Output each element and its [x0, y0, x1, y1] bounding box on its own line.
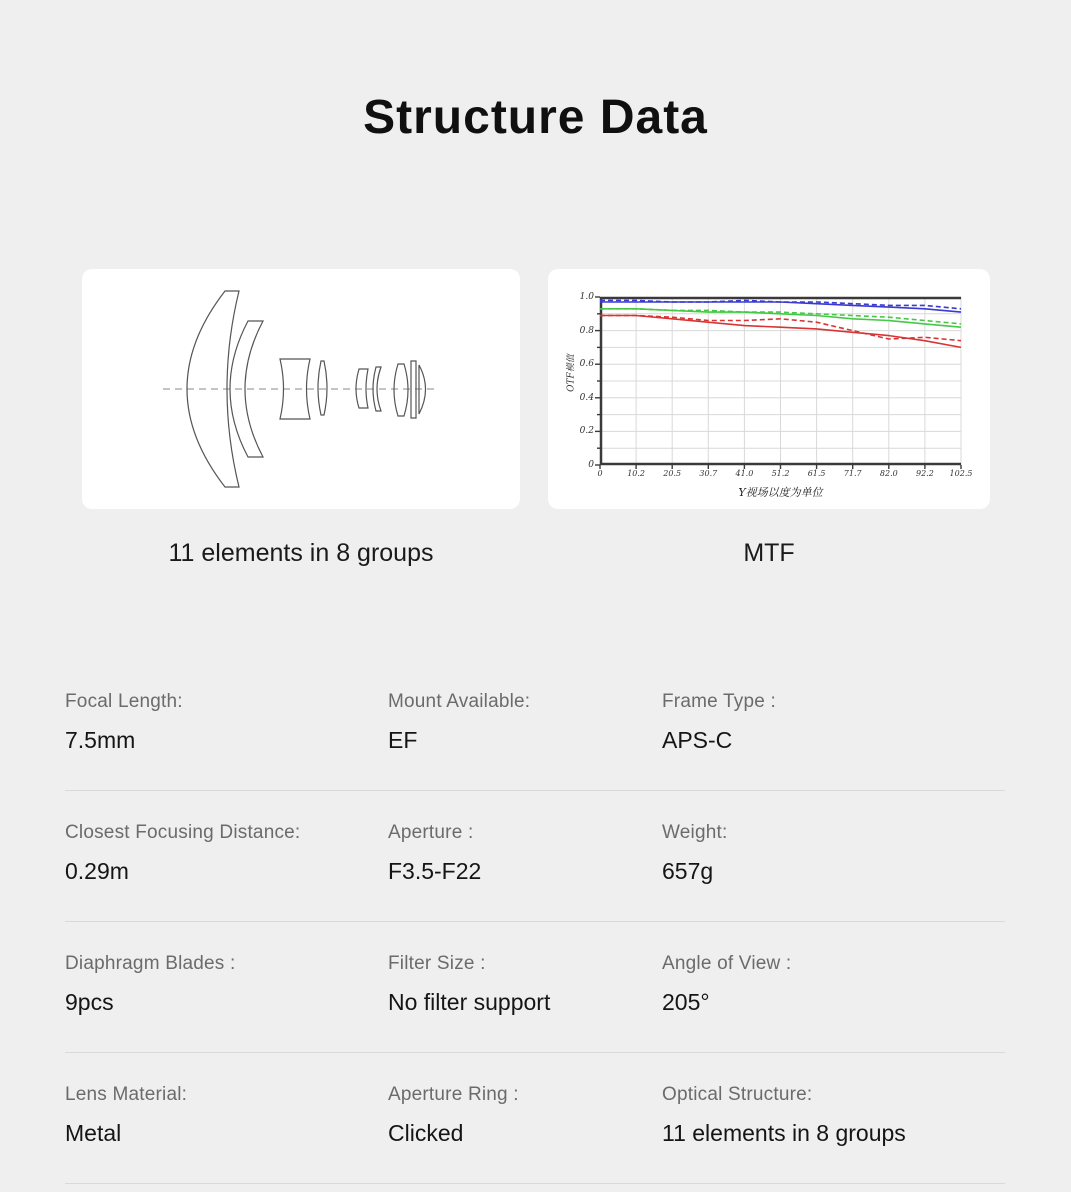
- mtf-x-axis-label: Y视场以度为单位: [738, 486, 823, 499]
- mtf-y-axis-label: OTF模值: [566, 354, 577, 392]
- lens-element: [318, 361, 327, 415]
- spec-table: [65, 660, 1005, 1184]
- spec-label: Aperture Ring :: [388, 1084, 519, 1105]
- spec-label: Mount Available:: [388, 691, 531, 712]
- lens-element: [230, 321, 263, 457]
- lens-element: [394, 364, 408, 416]
- mtf-y-tick-labels: [576, 292, 596, 470]
- spec-value: Clicked: [388, 1120, 464, 1146]
- spec-filter-size: [388, 952, 662, 1016]
- mtf-x-tick: 20.5: [663, 469, 682, 478]
- spec-label: Focal Length:: [65, 691, 183, 712]
- spec-label: Aperture :: [388, 822, 474, 843]
- mtf-y-tick: 0.4: [579, 392, 594, 403]
- mtf-x-tick: 61.5: [807, 469, 826, 478]
- spec-row-3: [65, 922, 1005, 1053]
- mtf-x-tick: 102.5: [949, 469, 973, 478]
- spec-label: Weight:: [662, 822, 728, 843]
- spec-aperture: [388, 821, 662, 885]
- spec-value: 11 elements in 8 groups: [662, 1120, 906, 1146]
- mtf-y-tick: 0.8: [579, 325, 594, 336]
- spec-label: Filter Size :: [388, 953, 486, 974]
- spec-closest-focusing-distance: [65, 821, 388, 885]
- spec-value: EF: [388, 727, 418, 753]
- mtf-caption: MTF: [743, 539, 795, 567]
- panels-row: [82, 269, 990, 509]
- mtf-panel: [548, 269, 990, 509]
- spec-label: Lens Material:: [65, 1084, 188, 1105]
- spec-value: APS-C: [662, 727, 733, 753]
- spec-value: 0.29m: [65, 858, 129, 884]
- spec-value: 205°: [662, 989, 710, 1015]
- spec-value: 9pcs: [65, 989, 114, 1015]
- mtf-x-tick: 71.7: [843, 469, 862, 478]
- spec-angle-of-view: [662, 952, 1005, 1016]
- mtf-x-tick: 10.2: [627, 469, 645, 478]
- spec-row-4: [65, 1053, 1005, 1184]
- mtf-x-tick: 41.0: [735, 469, 754, 478]
- spec-aperture-ring: [388, 1083, 662, 1147]
- spec-value: 7.5mm: [65, 727, 136, 753]
- spec-value: Metal: [65, 1120, 122, 1146]
- spec-weight: [662, 821, 1005, 885]
- captions-row: [82, 539, 990, 568]
- mtf-x-tick: 92.2: [915, 469, 934, 478]
- spec-value: F3.5-F22: [388, 858, 482, 884]
- mtf-y-tick: 0.2: [579, 426, 594, 437]
- lens-structure-caption: 11 elements in 8 groups: [168, 539, 434, 567]
- spec-label: Angle of View :: [662, 953, 792, 974]
- spec-row-1: [65, 660, 1005, 791]
- spec-focal-length: [65, 690, 388, 754]
- spec-frame-type: [662, 690, 1005, 754]
- spec-value: 657g: [662, 858, 714, 884]
- mtf-curves: [600, 297, 961, 465]
- spec-label: Closest Focusing Distance:: [65, 822, 301, 843]
- mtf-x-tick: 51.2: [771, 469, 790, 478]
- mtf-x-tick: 0: [597, 469, 603, 478]
- mtf-x-tick: 82.0: [879, 469, 898, 478]
- mtf-x-tick-labels: [597, 469, 973, 481]
- spec-row-2: [65, 791, 1005, 922]
- spec-diaphragm-blades: [65, 952, 388, 1016]
- page-title: Structure Data: [363, 91, 708, 144]
- spec-optical-structure: [662, 1083, 1005, 1147]
- lens-diagram: [82, 269, 520, 509]
- spec-label: Frame Type :: [662, 691, 776, 712]
- mtf-y-tick: 0: [588, 460, 594, 470]
- spec-value: No filter support: [388, 989, 551, 1015]
- spec-lens-material: [65, 1083, 388, 1147]
- mtf-y-tick: 1.0: [579, 292, 594, 302]
- mtf-plot-area: [600, 297, 961, 465]
- mtf-x-tick: 30.7: [699, 469, 718, 478]
- lens-structure-panel: [82, 269, 520, 509]
- spec-label: Optical Structure:: [662, 1084, 813, 1105]
- spec-mount-available: [388, 690, 662, 754]
- mtf-y-tick: 0.6: [579, 359, 594, 370]
- spec-label: Diaphragm Blades :: [65, 953, 236, 974]
